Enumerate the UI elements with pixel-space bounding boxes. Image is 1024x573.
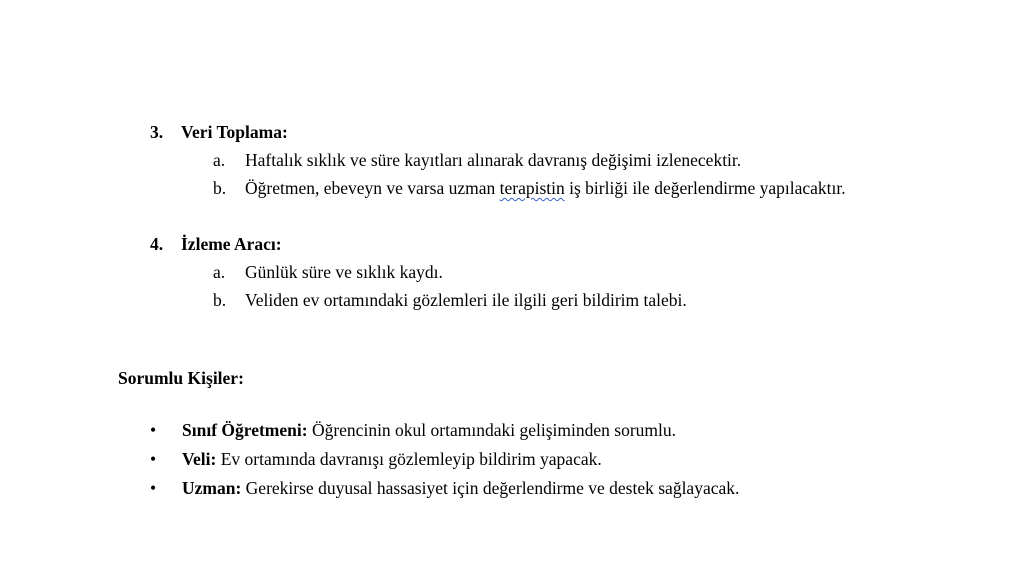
item-number: 3. (150, 122, 164, 142)
sub-item (150, 258, 910, 286)
list-section-3 (150, 118, 910, 202)
person-desc: Ev ortamında davranışı gözlemleyip bildirim yapacak. (216, 449, 602, 469)
numbered-item (150, 118, 910, 146)
person-role: Uzman: (182, 478, 242, 498)
responsible-heading: Sorumlu Kişiler: (118, 368, 244, 388)
bullet-icon: • (150, 449, 157, 469)
text-segment: iş birliği ile değerlendirme yapılacaktır. (564, 178, 846, 198)
responsible-list (150, 416, 739, 503)
person-desc: Öğrencinin okul ortamındaki gelişiminden sorumlu. (307, 420, 676, 440)
list-item (150, 445, 739, 474)
item-title: Veri Toplama: (181, 122, 288, 142)
item-number: 4. (150, 234, 164, 254)
sub-item-label: b. (213, 178, 227, 198)
item-title: İzleme Aracı: (181, 234, 282, 254)
sub-item-text: Veliden ev ortamındaki gözlemleri ile ilgili geri bildirim talebi. (245, 290, 687, 310)
sub-item-label: a. (213, 262, 226, 282)
spellcheck-flagged-word[interactable]: terapistin (499, 178, 565, 198)
person-desc: Gerekirse duyusal hassasiyet için değerlendirme ve destek sağlayacak. (241, 478, 740, 498)
bullet-icon: • (150, 478, 157, 498)
sub-item (150, 174, 910, 202)
sub-item-label: a. (213, 150, 226, 170)
sub-item-text (245, 174, 865, 202)
bullet-icon: • (150, 420, 157, 440)
sub-item (150, 286, 910, 314)
sub-item-text: Haftalık sıklık ve süre kayıtları alınarak davranış değişimi izlenecektir. (245, 150, 742, 170)
person-role: Veli: (182, 449, 217, 469)
list-section-4 (150, 230, 910, 314)
sub-item (150, 146, 910, 174)
text-segment: Öğretmen, ebeveyn ve varsa uzman (245, 178, 500, 198)
list-item (150, 474, 739, 503)
numbered-item (150, 230, 910, 258)
person-role: Sınıf Öğretmeni: (182, 420, 308, 440)
sub-item-label: b. (213, 290, 227, 310)
sub-item-text: Günlük süre ve sıklık kaydı. (245, 262, 443, 282)
list-item (150, 416, 739, 445)
